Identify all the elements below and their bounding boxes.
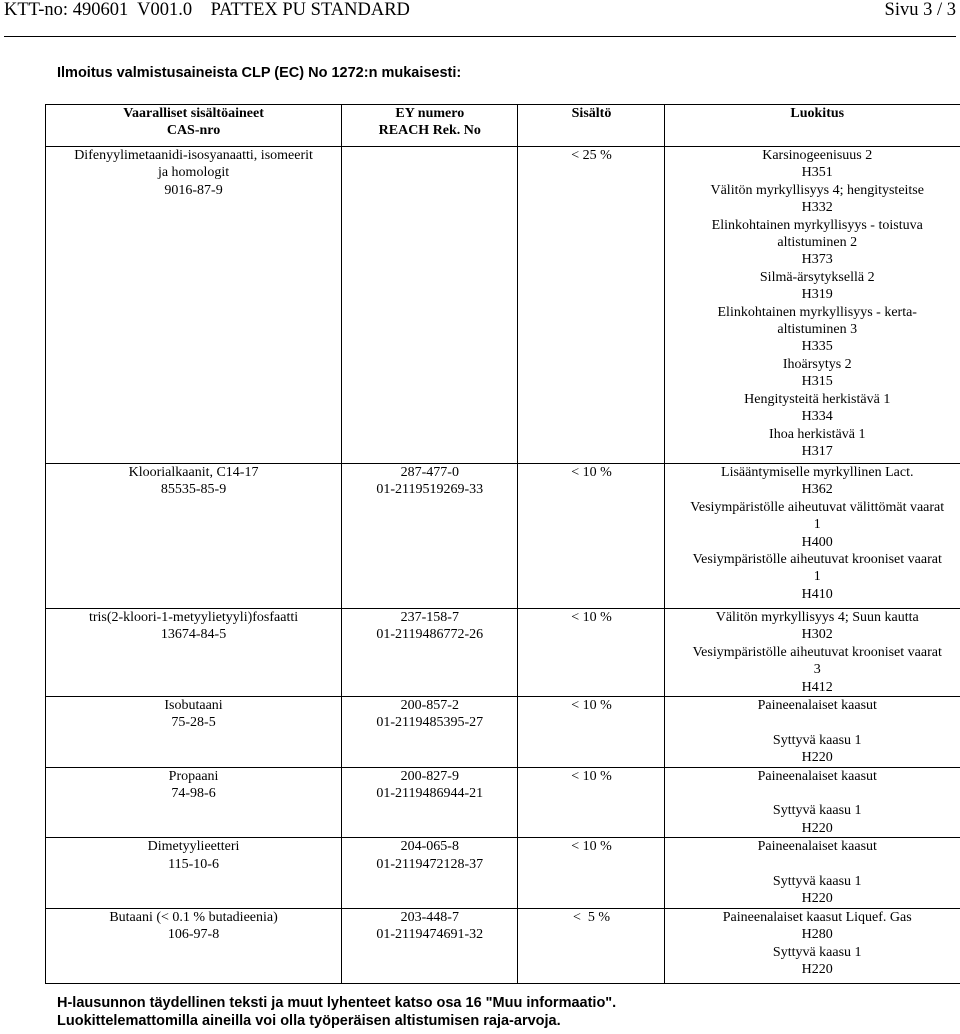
classification-line: H302 [801,627,833,643]
substance-line: 106-97-8 [167,927,220,943]
substance-line: Butaani (< 0.1 % butadieenia) [109,909,278,925]
page-header [4,0,956,37]
ec-number-cell [342,147,518,464]
composition-table [45,104,960,984]
classification-line: Karsinogeenisuus 2 [762,148,873,163]
header-label: REACH Rek. No [378,123,481,139]
classification-line [668,714,960,731]
classification-line: H220 [801,891,833,907]
substance-line: 74-98-6 [171,786,216,802]
table-row [46,697,960,768]
substance-line: 115-10-6 [168,856,219,872]
classification-line: 1 [813,569,821,585]
classification-line: Syttyvä kaasu 1 [772,803,862,819]
header-substance [46,105,342,147]
classification-line: Paineenalaiset kaasut [757,768,877,784]
substance-line: 85535-85-9 [160,482,227,498]
substance-line: ja homologit [157,165,230,181]
ec-line: 203-448-7 [400,909,459,925]
classification-line: H319 [801,287,833,303]
classification-cell [665,464,960,609]
classification-line: H332 [801,200,833,216]
table-row [46,838,960,909]
classification-line: Vesiympäristölle aiheutuvat krooniset vaarat [692,644,942,660]
ec-number-cell [342,464,518,609]
header-label: Vaaralliset sisältöaineet [123,106,264,121]
content-cell: < 5 % [518,908,665,983]
substance-line: Isobutaani [164,698,223,714]
substance-line: 9016-87-9 [164,182,223,198]
content-cell: < 10 % [518,609,665,697]
classification-line: H220 [801,962,833,978]
substance-line: Dimetyylieetteri [147,839,240,855]
classification-line: H351 [801,165,833,181]
classification-line: Elinkohtainen myrkyllisyys - toistuva [711,217,923,233]
ec-line: 204-065-8 [400,839,459,855]
classification-line: altistuminen 2 [777,235,858,251]
header-classification [665,105,960,147]
ec-line: 200-827-9 [400,768,459,784]
substance-line: Propaani [168,768,219,784]
classification-line: Elinkohtainen myrkyllisyys - kerta- [717,304,917,320]
ec-line: 01-2119519269-33 [376,482,484,498]
classification-line: Syttyvä kaasu 1 [772,732,862,748]
classification-line: H315 [801,374,833,390]
classification-line: H335 [801,339,833,355]
classification-line: 3 [813,662,821,678]
classification-cell [665,697,960,768]
table-row [46,147,960,464]
ec-line: 01-2119474691-32 [376,927,484,943]
classification-line: H362 [801,482,833,498]
substance-line: 75-28-5 [171,715,216,731]
table-row [46,908,960,983]
document-id: KTT-no: 490601 V001.0 PATTEX PU STANDARD [4,0,410,20]
classification-line: H317 [801,443,833,459]
classification-line: Ihoärsytys 2 [782,356,852,372]
ec-number-cell [342,697,518,768]
classification-line: 1 [813,517,821,533]
classification-cell [665,838,960,909]
ec-number-cell [342,767,518,838]
footer-notes [57,994,616,1030]
classification-line [668,785,960,802]
classification-line: Paineenalaiset kaasut [757,698,877,714]
substance-line: Kloorialkaanit, C14-17 [128,465,259,480]
classification-cell [665,908,960,983]
classification-line: Hengitysteitä herkistävä 1 [744,391,891,407]
header-content [518,105,665,147]
classification-line: Välitön myrkyllisyys 4; hengitysteitse [710,182,924,198]
table-row [46,767,960,838]
classification-line: H334 [801,409,833,425]
substance-cell [46,609,342,697]
content-cell: < 25 % [518,147,665,464]
header-label: CAS-nro [166,123,221,139]
content-cell: < 10 % [518,838,665,909]
classification-line: H400 [801,534,833,550]
header-ec-number [342,105,518,147]
ec-line: 01-2119486772-26 [376,627,484,643]
header-label: EY numero [395,106,465,121]
classification-cell [665,609,960,697]
classification-line: Vesiympäristölle aiheutuvat välittömät vaarat [690,499,945,515]
substance-cell [46,838,342,909]
substance-cell [46,908,342,983]
table-header-row [46,105,960,147]
content-cell: < 10 % [518,464,665,609]
ec-line: 287-477-0 [400,465,459,480]
substance-cell [46,697,342,768]
footer-note: H-lausunnon täydellinen teksti ja muut lyhenteet katso osa 16 "Muu informaatio". [57,995,617,1011]
substance-cell [46,147,342,464]
classification-line: Ihoa herkistävä 1 [769,426,866,442]
content-cell: < 10 % [518,767,665,838]
ec-line: 01-2119472128-37 [376,856,484,872]
table-row [46,464,960,609]
ec-line: 200-857-2 [400,698,459,714]
classification-line: Paineenalaiset kaasut [757,839,877,855]
ec-number-cell [342,908,518,983]
classification-line: Vesiympäristölle aiheutuvat krooniset vaarat [692,552,942,568]
classification-line [668,856,960,873]
classification-line: H280 [801,927,833,943]
substance-cell [46,464,342,609]
section-intro: Ilmoitus valmistusaineista CLP (EC) No 1272:n mukaisesti: [57,65,462,81]
ec-number-cell [342,838,518,909]
content-cell: < 10 % [518,697,665,768]
classification-line: Syttyvä kaasu 1 [772,874,862,890]
table-row [46,609,960,697]
ec-line: 237-158-7 [400,610,459,625]
classification-line: H373 [801,252,833,268]
classification-line: Syttyvä kaasu 1 [772,944,862,960]
classification-line: H412 [801,679,833,695]
classification-cell [665,767,960,838]
footer-note: Luokittelemattomilla aineilla voi olla työperäisen altistumisen raja-arvoja. [57,1013,561,1029]
classification-line: H410 [801,586,833,602]
substance-line: 13674-84-5 [160,627,227,643]
ec-line: 01-2119485395-27 [376,715,484,731]
classification-cell [665,147,960,464]
substance-cell [46,767,342,838]
classification-line: Välitön myrkyllisyys 4; Suun kautta [715,610,919,625]
classification-line: Silmä-ärsytyksellä 2 [759,269,875,285]
substance-line: Difenyylimetaanidi-isosyanaatti, isomeerit [74,148,313,163]
classification-line: H220 [801,820,833,836]
header-label: Sisältö [571,106,612,121]
classification-line: Lisääntymiselle myrkyllinen Lact. [721,465,914,480]
ec-line: 01-2119486944-21 [376,786,484,802]
substance-line: tris(2-kloori-1-metyylietyyli)fosfaatti [88,610,299,625]
header-label: Luokitus [790,106,845,121]
page-number: Sivu 3 / 3 [884,0,956,20]
classification-line: Paineenalaiset kaasut Liquef. Gas [722,909,912,925]
classification-line: H220 [801,750,833,766]
ec-number-cell [342,609,518,697]
classification-line: altistuminen 3 [777,322,858,338]
